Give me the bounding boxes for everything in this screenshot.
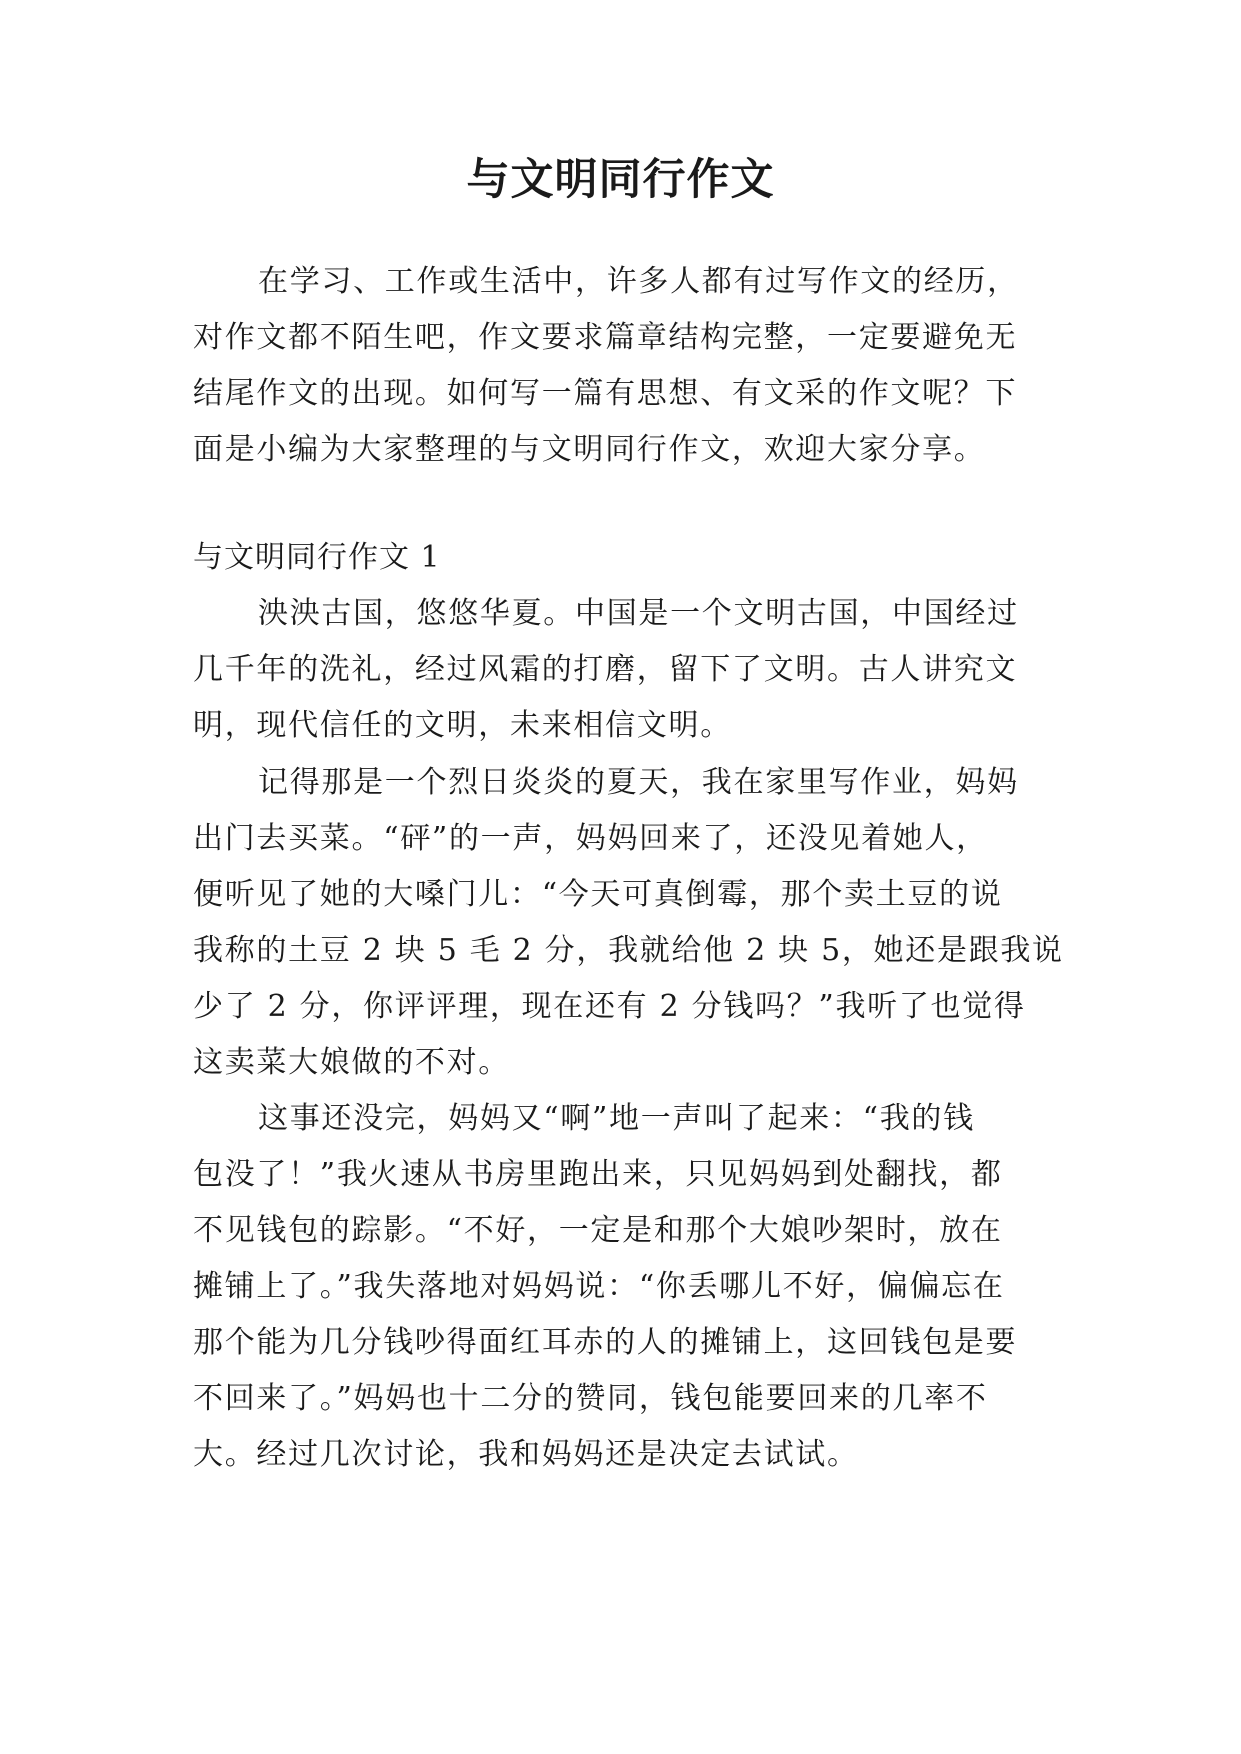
text-line: 不回来了。”妈妈也十二分的赞同，钱包能要回来的几率不 [193,1381,988,1416]
text-line: 便听见了她的大嗓门儿：“今天可真倒霉，那个卖土豆的说 [193,877,1003,912]
text-line: 大。经过几次讨论，我和妈妈还是决定去试试。 [193,1437,859,1472]
text-line: 记得那是一个烈日炎炎的夏天，我在家里写作业，妈妈 [258,765,1019,800]
text-line: 这事还没完，妈妈又“啊”地一声叫了起来：“我的钱 [258,1101,975,1136]
text-line: 这卖菜大娘做的不对。 [193,1045,510,1080]
text-line: 那个能为几分钱吵得面红耳赤的人的摊铺上，这回钱包是要 [193,1325,1018,1360]
text-line: 泱泱古国，悠悠华夏。中国是一个文明古国，中国经过 [258,596,1019,631]
text-line: 结尾作文的出现。如何写一篇有思想、有文采的作文呢？下 [193,376,1018,411]
document-title: 与文明同行作文 [466,155,775,205]
text-line: 对作文都不陌生吧，作文要求篇章结构完整，一定要避免无 [193,320,1018,355]
text-line: 不见钱包的踪影。“不好，一定是和那个大娘吵架时，放在 [193,1213,1003,1248]
text-line: 少了 2 分，你评评理，现在还有 2 分钱吗？”我听了也觉得 [193,989,1026,1024]
text-line: 出门去买菜。“砰”的一声，妈妈回来了，还没见着她人， [193,821,988,856]
text-line: 我称的土豆 2 块 5 毛 2 分，我就给他 2 块 5，她还是跟我说 [193,933,1064,968]
text-line: 明，现代信任的文明，未来相信文明。 [193,708,732,743]
text-line: 在学习、工作或生活中，许多人都有过写作文的经历， [258,264,1019,299]
section-heading: 与文明同行作文 1 [193,540,441,575]
text-line: 面是小编为大家整理的与文明同行作文，欢迎大家分享。 [193,432,986,467]
text-line: 包没了！”我火速从书房里跑出来，只见妈妈到处翻找，都 [193,1157,1003,1192]
text-line: 几千年的洗礼，经过风霜的打磨，留下了文明。古人讲究文 [193,652,1018,687]
text-line: 摊铺上了。”我失落地对妈妈说：“你丢哪儿不好，偏偏忘在 [193,1269,1005,1304]
